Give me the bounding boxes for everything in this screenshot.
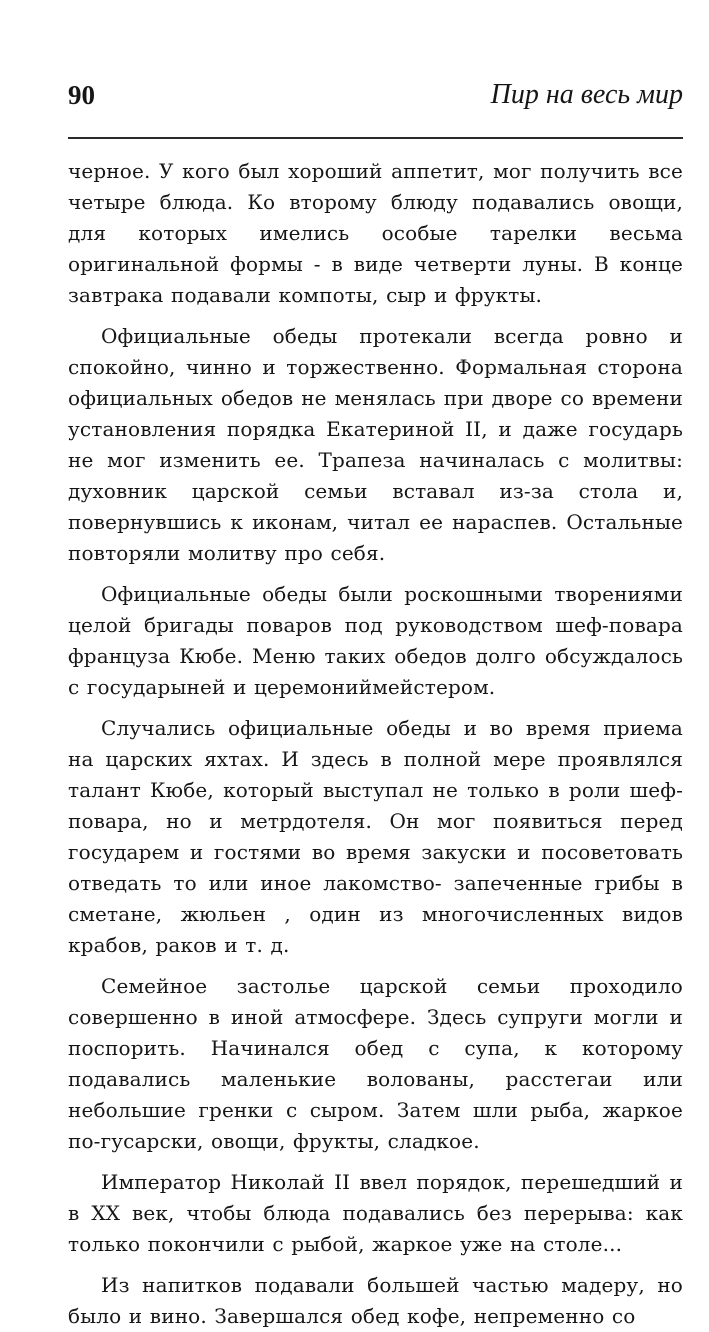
header-rule (68, 137, 683, 139)
running-title: Пир на весь мир (490, 79, 683, 110)
running-head (68, 76, 683, 120)
paragraph: Официальные обеды были роскошными творениями целой бригады поваров под руководством шеф-повара француза Кюбе. Меню таких обедов долго обсуждалось с государыней и церемониймейстером. (68, 582, 683, 699)
paragraph: Официальные обеды протекали всегда ровно и спокойно, чинно и торжественно. Формальная сторона официальных обедов не менялась при дворе со времени установления порядка Екатериной II, и даже государь не мог изменить ее. Трапеза начиналась с молитвы: духовник царской семьи вставал из-за стола и, повернувшись к иконам, читал ее нараспев. Остальные повторяли молитву про себя. (68, 324, 683, 565)
paragraph: черное. У кого был хороший аппетит, мог получить все четыре блюда. Ко второму блюду подавались овощи, для которых имелись особые тарелки весьма оригинальной формы - в виде четверти луны. В конце завтрака подавали компоты, сыр и фрукты. (68, 159, 683, 307)
paragraph: Семейное застолье царской семьи проходило совершенно в иной атмосфере. Здесь супруги могли и поспорить. Начинался обед с супа, к которому подавались маленькие волованы, расстегаи или небольшие гренки с сыром. Затем шли рыба, жаркое по-гусарски, овощи, фрукты, сладкое. (68, 974, 683, 1153)
paragraph: Случались официальные обеды и во время приема на царских яхтах. И здесь в полной мере проявлялся талант Кюбе, который выступал не только в роли шеф-повара, но и метрдотеля. Он мог появиться перед государем и гостями во время закуски и посоветовать отведать то или иное лакомство- запеченные грибы в сметане, жюльен , один из многочисленных видов крабов, раков и т. д. (68, 716, 683, 957)
body-text (68, 156, 683, 1332)
paragraph: Император Николай II ввел порядок, перешедший и в XX век, чтобы блюда подавались без перерыва: как только покончили с рыбой, жаркое уже на столе... (68, 1170, 683, 1256)
page-number: 90 (68, 80, 95, 110)
paragraph: Из напитков подавали большей частью мадеру, но было и вино. Завершался обед кофе, непременно со (68, 1273, 683, 1328)
